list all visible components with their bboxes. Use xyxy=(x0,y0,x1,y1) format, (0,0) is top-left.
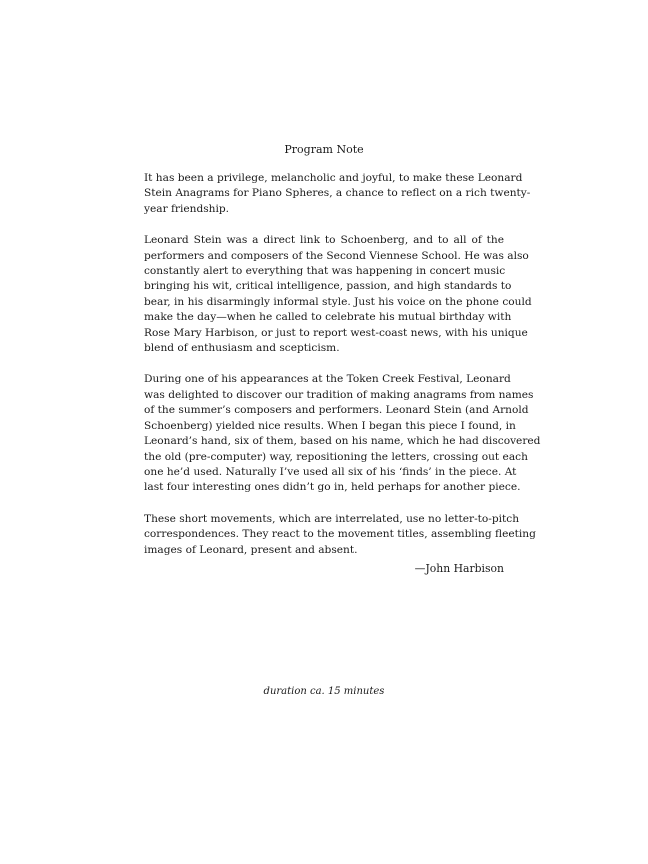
text-line: Leonard Stein was a direct link to Schoenberg, and to all of the xyxy=(144,234,504,247)
text-line: blend of enthusiasm and scepticism. xyxy=(144,342,340,355)
page-title: Program Note xyxy=(284,143,364,156)
text-line: bringing his wit, critical intelligence, passion, and high standards to xyxy=(144,280,512,293)
text-line: Stein Anagrams for Piano Spheres, a chance to reflect on a rich twenty- xyxy=(144,187,531,200)
text-line: It has been a privilege, melancholic and joyful, to make these Leonard xyxy=(144,172,523,184)
text-line: images of Leonard, present and absent. xyxy=(144,543,358,556)
text-line: one he’d used. Naturally I’ve used all six of his ‘finds’ in the piece. At xyxy=(144,465,517,478)
paragraph-2 xyxy=(144,233,532,356)
text-line: the old (pre-computer) way, repositioning the letters, crossing out each xyxy=(144,450,528,463)
text-line: Rose Mary Harbison, or just to report west-coast news, with his unique xyxy=(144,326,528,339)
paragraph-1 xyxy=(144,171,531,217)
text-line: year friendship. xyxy=(144,202,230,215)
author-signature: —John Harbison xyxy=(414,562,504,575)
program-note-body xyxy=(144,171,541,574)
text-line: bear, in his disarmingly informal style. Just his voice on the phone could xyxy=(144,295,532,308)
text-line: correspondences. They react to the movement titles, assembling fleeting xyxy=(144,528,536,541)
text-line: of the summer’s composers and performers. Leonard Stein (and Arnold xyxy=(144,404,529,417)
text-line: performers and composers of the Second Viennese School. He was also xyxy=(144,249,529,262)
text-line: Schoenberg) yielded nice results. When I began this piece I found, in xyxy=(144,419,516,432)
text-line: make the day—when he called to celebrate his mutual birthday with xyxy=(144,311,512,324)
paragraph-4 xyxy=(144,512,536,558)
text-line: During one of his appearances at the Token Creek Festival, Leonard xyxy=(144,373,511,386)
text-line: Leonard’s hand, six of them, based on his name, which he had discovered xyxy=(144,435,541,448)
text-line: These short movements, which are interrelated, use no letter-to-pitch xyxy=(144,512,520,525)
text-line: constantly alert to everything that was happening in concert music xyxy=(144,265,506,278)
text-line: was delighted to discover our tradition of making anagrams from names xyxy=(144,388,534,401)
paragraph-3 xyxy=(144,372,541,495)
duration-note: duration ca. 15 minutes xyxy=(263,686,385,697)
text-line: last four interesting ones didn’t go in, held perhaps for another piece. xyxy=(144,481,521,494)
